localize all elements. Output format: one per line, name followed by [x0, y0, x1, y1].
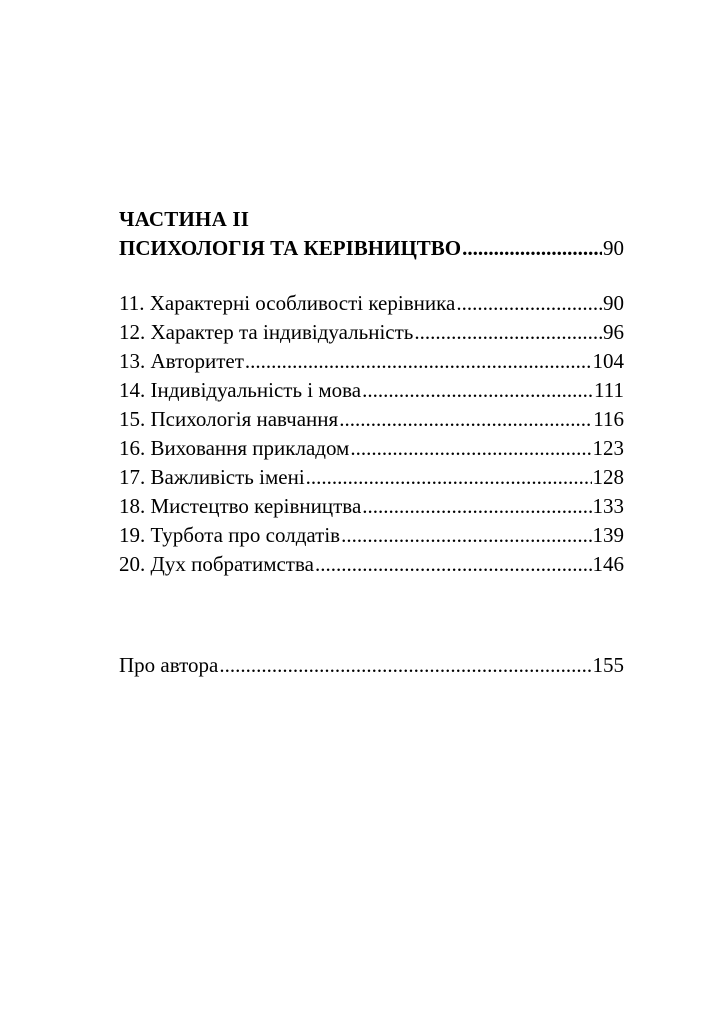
- about-author-page-number: 155: [592, 653, 624, 677]
- chapter-page-number: 133: [592, 494, 624, 518]
- table-of-contents: [119, 205, 624, 680]
- toc-entry-16: [119, 434, 624, 463]
- part-page-number: 90: [603, 236, 624, 260]
- dot-leader: [339, 405, 592, 434]
- toc-entry-12: [119, 318, 624, 347]
- toc-entry-14: [119, 376, 624, 405]
- dot-leader: [245, 347, 592, 376]
- dot-leader: [341, 521, 591, 550]
- toc-entry-15: [119, 405, 624, 434]
- toc-entry-18: [119, 492, 624, 521]
- dot-leader: [219, 651, 591, 680]
- chapter-page-number: 139: [592, 523, 624, 547]
- chapter-list: [119, 289, 624, 579]
- chapter-page-number: 104: [592, 349, 624, 373]
- chapter-page-number: 123: [592, 436, 624, 460]
- toc-entry-11: [119, 289, 624, 318]
- chapter-title: 17. Важливість імені: [119, 465, 305, 489]
- toc-entry-17: [119, 463, 624, 492]
- part-title-row: [119, 234, 624, 263]
- about-author-title: Про автора: [119, 653, 219, 677]
- chapter-page-number: 96: [603, 320, 624, 344]
- chapter-title: 20. Дух побратимства: [119, 552, 314, 576]
- dot-leader: [315, 550, 592, 579]
- toc-entry-20: [119, 550, 624, 579]
- chapter-title: 18. Мистецтво керівництва: [119, 494, 362, 518]
- dot-leader: [362, 492, 591, 521]
- chapter-title: 11. Характерні особливості керівника: [119, 291, 456, 315]
- dot-leader: [456, 289, 602, 318]
- chapter-title: 19. Турбота про солдатів: [119, 523, 341, 547]
- dot-leader: [462, 234, 602, 263]
- chapter-page-number: 90: [603, 291, 624, 315]
- chapter-page-number: 146: [592, 552, 624, 576]
- part-label: ЧАСТИНА II: [119, 207, 250, 231]
- part-title: ПСИХОЛОГІЯ ТА КЕРІВНИЦТВО: [119, 236, 462, 260]
- dot-leader: [306, 463, 592, 492]
- dot-leader: [362, 376, 593, 405]
- chapter-title: 14. Індивідуальність і мова: [119, 378, 362, 402]
- chapter-title: 12. Характер та індивідуальність: [119, 320, 414, 344]
- chapter-title: 16. Виховання прикладом: [119, 436, 350, 460]
- toc-entry-19: [119, 521, 624, 550]
- chapter-title: 13. Авторитет: [119, 349, 244, 373]
- chapter-title: 15. Психологія навчання: [119, 407, 339, 431]
- chapter-page-number: 128: [592, 465, 624, 489]
- dot-leader: [414, 318, 602, 347]
- chapter-page-number: 111: [594, 378, 624, 402]
- chapter-page-number: 116: [593, 407, 624, 431]
- toc-entry-13: [119, 347, 624, 376]
- toc-entry-about-author: [119, 651, 624, 680]
- dot-leader: [350, 434, 591, 463]
